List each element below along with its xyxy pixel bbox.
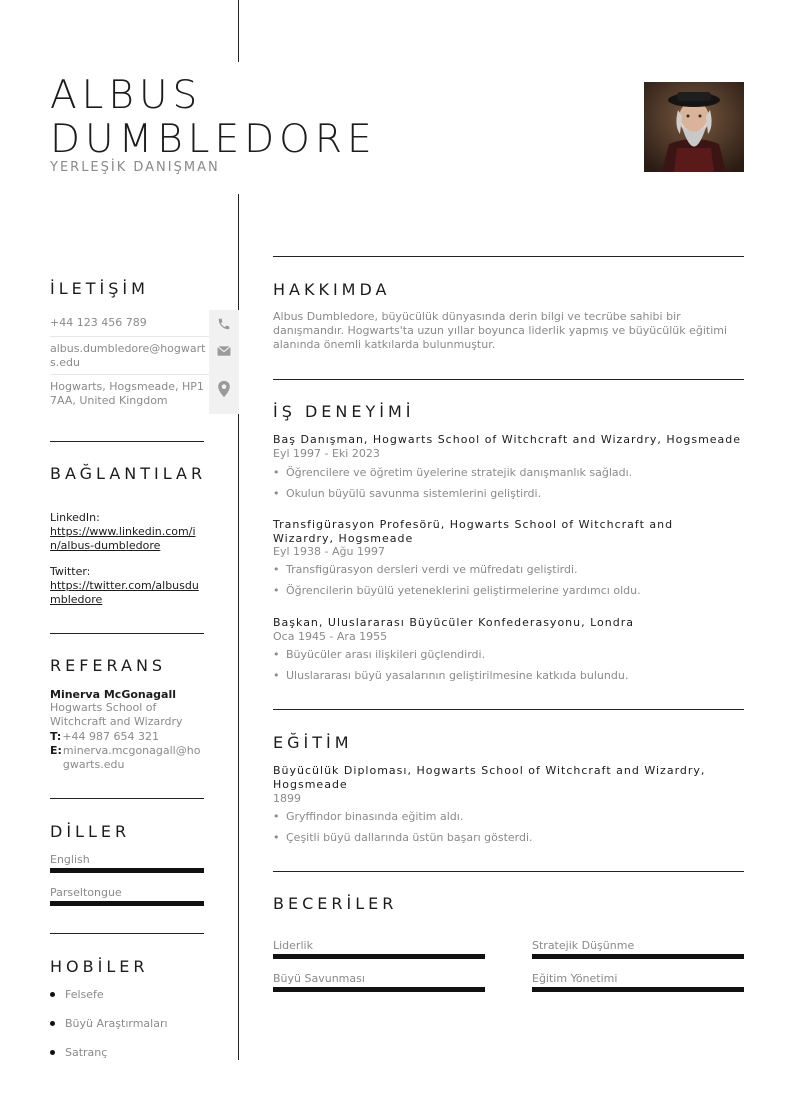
reference-phone xyxy=(50,730,206,744)
job-bullet: • Uluslararası büyü yasalarının geliştirilmesine katkıda bulundu. xyxy=(273,669,629,682)
hobby-item xyxy=(50,1017,168,1030)
job-bullet: • Öğrencilerin büyülü yeteneklerini geliştirmelerine yardımcı oldu. xyxy=(273,584,641,597)
job-dates: Eyl 1938 - Ağu 1997 xyxy=(273,545,385,558)
contact-separator xyxy=(50,336,210,337)
language-name: English xyxy=(50,853,90,866)
job-bullet: • Büyücüler arası ilişkileri güçlendirdi. xyxy=(273,648,486,661)
reference-name: Minerva McGonagall xyxy=(50,688,177,701)
last-name: DUMBLEDORE xyxy=(50,117,377,162)
job-dates: Eyl 1997 - Eki 2023 xyxy=(273,447,380,460)
skill-level-bar xyxy=(532,987,744,992)
hobbies-heading: HOBİLER xyxy=(50,957,149,976)
bullet-dot xyxy=(50,992,55,997)
contact-separator xyxy=(50,374,210,375)
links-heading: BAĞLANTILAR xyxy=(50,464,207,483)
language-level-bar xyxy=(50,901,204,906)
address-text: Hogwarts, Hogsmeade, HP1 7AA, United Kingdom xyxy=(50,380,204,407)
education-bullet: • Çeşitli büyü dallarında üstün başarı gösterdi. xyxy=(273,831,533,844)
hobby-label: Satranç xyxy=(65,1046,108,1059)
section-rule xyxy=(273,379,744,380)
skills-heading: BECERİLER xyxy=(273,894,398,913)
job-heading: Transfigürasyon Profesörü, Hogwarts School of Witchcraft and Wizardry, Hogsmeade xyxy=(273,518,674,545)
job-heading: Başkan, Uluslararası Büyücüler Konfederasyonu, Londra xyxy=(273,616,634,629)
job-bullet: • Okulun büyülü savunma sistemlerini geliştirdi. xyxy=(273,487,542,500)
section-rule xyxy=(50,633,204,634)
skill-name: Eğitim Yönetimi xyxy=(532,972,618,985)
contact-heading: İLETİŞİM xyxy=(50,279,149,298)
education-heading-text: Büyücülük Diploması, Hogwarts School of Witchcraft and Wizardry, Hogsmeade xyxy=(273,764,706,791)
job-bullet-text: Uluslararası büyü yasalarının geliştirilmesine katkıda bulundu. xyxy=(286,669,629,682)
section-rule xyxy=(50,441,204,442)
education-bullet-text: Çeşitli büyü dallarında üstün başarı gösterdi. xyxy=(286,831,533,844)
experience-heading: İŞ DENEYİMİ xyxy=(273,402,415,421)
job-bullet-text: Büyücüler arası ilişkileri güçlendirdi. xyxy=(286,648,486,661)
education-bullet: • Gryffindor binasında eğitim aldı. xyxy=(273,810,464,823)
languages-heading: DİLLER xyxy=(50,822,131,841)
bullet-dot xyxy=(50,1021,55,1026)
section-rule xyxy=(273,871,744,872)
skill-level-bar xyxy=(273,987,485,992)
about-text: Albus Dumbledore, büyücülük dünyasında derin bilgi ve tecrübe sahibi bir danışmandır. Hogwarts'ta uzun yıllar boyunca liderlik yapmış ve büyücülük eğitimi alanında önemli katkılarda bulunmuştur. xyxy=(273,310,728,351)
job-dates: Oca 1945 - Ara 1955 xyxy=(273,630,388,643)
reference-org: Hogwarts School of Witchcraft and Wizardry xyxy=(50,701,183,728)
twitter-label: Twitter: xyxy=(50,565,91,578)
reference-email-key: E: xyxy=(50,744,62,757)
job-bullet-text: Öğrencilere ve öğretim üyelerine stratejik danışmanlık sağladı. xyxy=(286,466,633,479)
linkedin-label: LinkedIn: xyxy=(50,511,100,524)
email-text[interactable]: albus.dumbledore@hogwarts.edu xyxy=(50,342,206,369)
twitter-url[interactable]: https://twitter.com/albusdumbledore xyxy=(50,579,199,606)
job-title: YERLEŞİK DANIŞMAN xyxy=(50,160,220,175)
education-bullet-text: Gryffindor binasında eğitim aldı. xyxy=(286,810,464,823)
skill-name: Büyü Savunması xyxy=(273,972,365,985)
linkedin-url[interactable]: https://www.linkedin.com/in/albus-dumbledore xyxy=(50,525,196,552)
skill-name: Stratejik Düşünme xyxy=(532,939,635,952)
education-year: 1899 xyxy=(273,792,301,805)
link-linkedin xyxy=(50,511,202,553)
section-rule xyxy=(273,709,744,710)
language-level-bar xyxy=(50,868,204,873)
job-bullet-text: Öğrencilerin büyülü yeteneklerini geliştirmelerine yardımcı oldu. xyxy=(286,584,641,597)
map-pin-icon xyxy=(209,364,239,414)
references-heading: REFERANS xyxy=(50,656,167,675)
first-name: ALBUS xyxy=(50,73,203,118)
reference-email xyxy=(50,744,206,772)
hobby-label: Felsefe xyxy=(65,988,104,1001)
profile-photo xyxy=(644,82,744,172)
hobby-label: Büyü Araştırmaları xyxy=(65,1017,168,1030)
vertical-divider-top xyxy=(238,0,239,62)
skill-level-bar xyxy=(532,954,744,959)
job-bullet-text: Transfigürasyon dersleri verdi ve müfredatı geliştirdi. xyxy=(286,563,578,576)
job-bullet: • Transfigürasyon dersleri verdi ve müfredatı geliştirdi. xyxy=(273,563,578,576)
reference-phone-value: +44 987 654 321 xyxy=(62,730,160,743)
phone-icon xyxy=(209,310,239,338)
envelope-icon xyxy=(209,338,239,364)
job-bullet-text: Okulun büyülü savunma sistemlerini geliştirdi. xyxy=(286,487,542,500)
section-rule xyxy=(50,798,204,799)
job-bullet: • Öğrencilere ve öğretim üyelerine stratejik danışmanlık sağladı. xyxy=(273,466,633,479)
full-name xyxy=(50,74,377,162)
bullet-dot xyxy=(50,1050,55,1055)
about-heading: HAKKIMDA xyxy=(273,280,391,299)
hobby-item xyxy=(50,1046,107,1059)
section-rule xyxy=(50,933,204,934)
section-rule xyxy=(273,256,744,257)
reference-phone-key: T: xyxy=(50,730,62,743)
skill-name: Liderlik xyxy=(273,939,313,952)
skill-level-bar xyxy=(273,954,485,959)
language-name: Parseltongue xyxy=(50,886,122,899)
phone-text: +44 123 456 789 xyxy=(50,316,147,329)
link-twitter xyxy=(50,565,202,607)
reference-email-value[interactable]: minerva.mcgonagall@hogwarts.edu xyxy=(62,744,201,771)
hobby-item xyxy=(50,988,104,1001)
job-heading: Baş Danışman, Hogwarts School of Witchcraft and Wizardry, Hogsmeade xyxy=(273,433,742,446)
education-heading: EĞİTİM xyxy=(273,733,353,752)
